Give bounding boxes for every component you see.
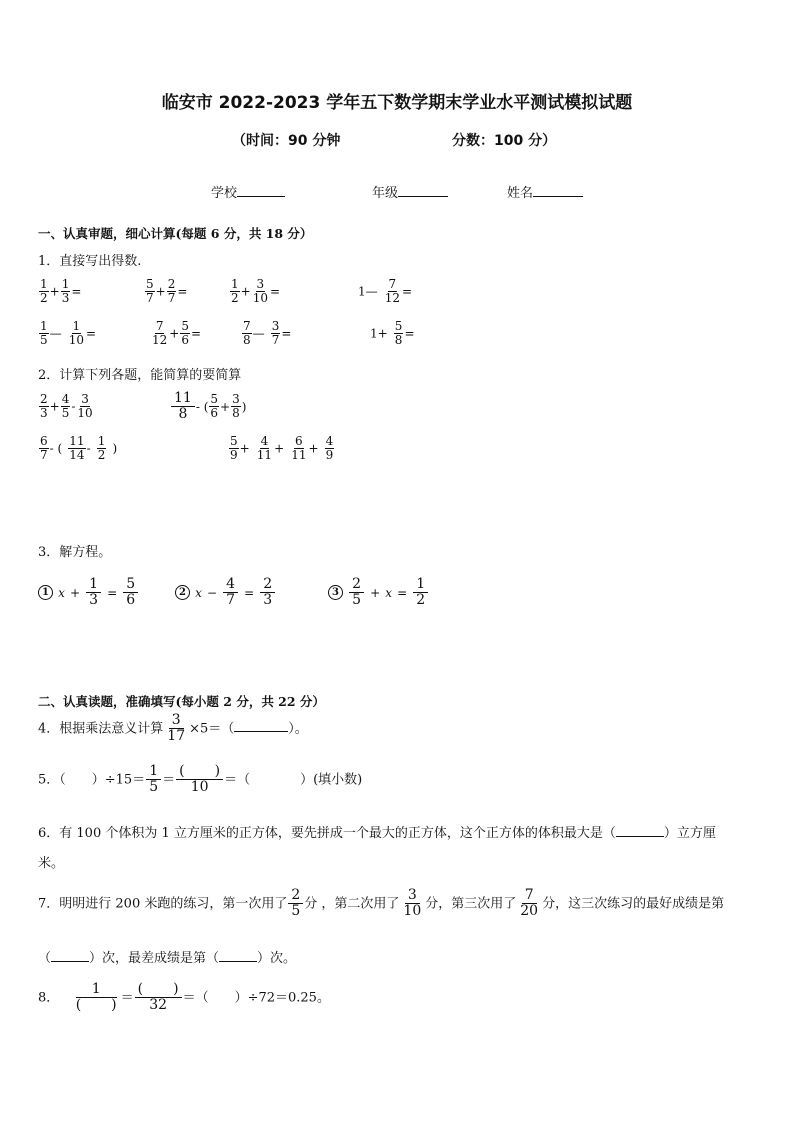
q4-answer-blank[interactable] bbox=[234, 731, 288, 732]
q4: 4．根据乘法意义计算 $\frac{3}{17}$ ×5＝（ ）。 bbox=[38, 712, 308, 745]
q1-item-4: 1— $\frac{7}{12}$ = bbox=[358, 277, 413, 306]
q6-line-2: 米。 bbox=[38, 856, 65, 871]
grade-label: 年级 bbox=[372, 186, 399, 201]
q5: 5．（ ）÷15＝ $\frac{1}{5}$ ＝ $\frac{( )}{10}$ ＝（ ）(填小数) bbox=[38, 763, 363, 796]
q7-worst-blank[interactable] bbox=[219, 961, 257, 962]
q8-numerator-blank[interactable]: ( ) bbox=[135, 982, 182, 998]
exam-time: （时间：90 分钟 bbox=[232, 133, 341, 149]
q3-equation-2: 2 x − $\frac{4}{7}$ = $\frac{2}{3}$ bbox=[175, 577, 276, 609]
q1-item-5: $\frac{1}{5}$ — $\frac{1}{10}$ = bbox=[40, 319, 97, 348]
q1-item-2: $\frac{5}{7}$ + $\frac{2}{7}$ = bbox=[146, 277, 188, 306]
q8-denominator-blank[interactable]: ( ) bbox=[75, 997, 117, 1014]
q2-expr-3: $\frac{6}{7}$ - ( $\frac{11}{14}$ - $\frac{1}{2}$ ) bbox=[40, 434, 118, 463]
q6-answer-blank[interactable] bbox=[616, 836, 664, 837]
grade-field[interactable] bbox=[372, 182, 448, 201]
name-label: 姓名 bbox=[507, 186, 534, 201]
q7-line-2: （ ）次，最差成绩是第（ ）次。 bbox=[38, 951, 297, 966]
q3-label: 3．解方程。 bbox=[38, 545, 112, 560]
q2-label: 2．计算下列各题，能简算的要简算 bbox=[38, 368, 242, 383]
q6-line-1: 6．有 100 个体积为 1 立方厘米的正方体，要先拼成一个最大的正方体，这个正方体的体积最大是（ ）立方厘 bbox=[38, 826, 716, 841]
section2-heading: 二、认真读题，准确填写(每小题 2 分，共 22 分） bbox=[38, 694, 325, 709]
school-label: 学校 bbox=[211, 186, 238, 201]
exam-score: 分数：100 分） bbox=[452, 133, 557, 149]
q1-item-3: $\frac{1}{2}$ + $\frac{3}{10}$ = bbox=[231, 277, 281, 306]
q1-item-8: 1+ $\frac{5}{8}$ = bbox=[370, 319, 415, 348]
section1-heading: 一、认真审题，细心计算(每题 6 分，共 18 分） bbox=[38, 226, 313, 241]
page-title: 临安市 2022-2023 学年五下数学期末学业水平测试模拟试题 bbox=[161, 93, 633, 113]
q1-label: 1．直接写出得数. bbox=[38, 254, 142, 269]
q1-item-1: $\frac{1}{2}$ + $\frac{1}{3}$ = bbox=[40, 277, 82, 306]
q7-best-blank[interactable] bbox=[51, 961, 89, 962]
q2-expr-1: $\frac{2}{3}$ + $\frac{4}{5}$ - $\frac{3}{10}$ bbox=[40, 392, 93, 421]
q1-item-6: $\frac{7}{12}$ + $\frac{5}{6}$ = bbox=[152, 319, 202, 348]
q2-expr-2: $\frac{11}{8}$ - ( $\frac{5}{6}$ + $\frac{3}{8}$ ) bbox=[170, 391, 246, 423]
q3-equation-1: 1 x + $\frac{1}{3}$ = $\frac{5}{6}$ bbox=[38, 577, 139, 609]
name-field[interactable] bbox=[507, 182, 583, 201]
q3-equation-3: 3 $\frac{2}{5}$ + x = $\frac{1}{2}$ bbox=[328, 577, 429, 609]
q2-expr-4: $\frac{5}{9}$ + $\frac{4}{11}$ + $\frac{6}{11}$ + $\frac{4}{9}$ bbox=[230, 434, 334, 463]
q1-item-7: $\frac{7}{8}$ — $\frac{3}{7}$ = bbox=[243, 319, 292, 348]
q7-line-1: 7．明明进行 200 米跑的练习，第一次用了 $\frac{2}{5}$ 分 ，第二次用了 $\frac{3}{10}$ 分，第三次用了 $\frac{7}{20}$ 分，这三次练习的最好成绩是第 bbox=[38, 887, 725, 920]
q8: 8． $\frac{1}{( )}$ ＝ $\frac{( )}{32}$ ＝（ ）÷72＝0.25。 bbox=[38, 981, 330, 1014]
school-field[interactable] bbox=[211, 182, 285, 201]
q5-numerator-blank[interactable]: ( ) bbox=[176, 764, 223, 780]
